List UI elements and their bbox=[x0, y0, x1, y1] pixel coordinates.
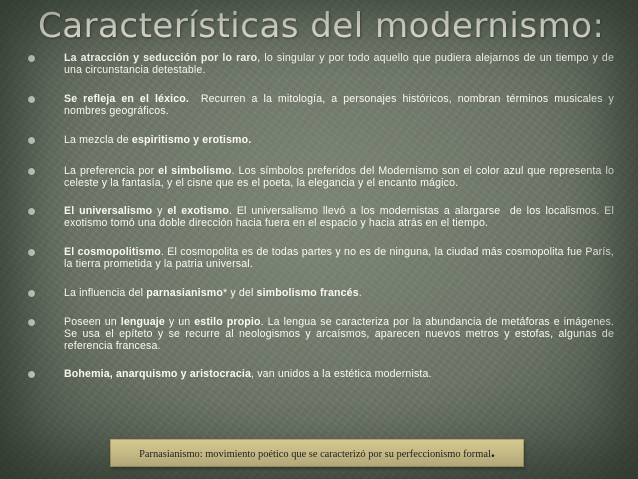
slide-title: Características del modernismo: bbox=[38, 6, 605, 46]
footnote-body: Parnasianismo: movimiento poético que se caracterizó por su perfeccionismo formal bbox=[139, 449, 491, 460]
item-text: y bbox=[152, 205, 168, 217]
bullet-item bbox=[28, 134, 614, 146]
bullet-item bbox=[28, 368, 614, 380]
item-text: La mezcla de bbox=[64, 134, 132, 146]
bullet-item bbox=[28, 165, 614, 189]
bullet-item bbox=[28, 52, 614, 76]
footnote-box bbox=[110, 439, 524, 467]
item-text: La preferencia por bbox=[64, 165, 159, 177]
bullet-item bbox=[28, 246, 614, 270]
item-bold: el simbolismo bbox=[158, 165, 232, 177]
bullet-item bbox=[28, 316, 614, 352]
item-text: . El cosmopolita es de todas partes y no es de ninguna, la ciudad más cosmopolita fue París, la tierra prometida y la patria universal. bbox=[64, 246, 614, 270]
item-bold: el exotismo bbox=[167, 205, 229, 217]
bullet-item bbox=[28, 287, 614, 299]
item-text: y un bbox=[164, 316, 195, 328]
bullet-item bbox=[28, 93, 618, 117]
footnote-text bbox=[139, 444, 495, 462]
item-bold: parnasianismo bbox=[146, 287, 223, 299]
item-text: Recurren a la mitología, a personajes históricos, nombran términos musicales y nombres geográficos. bbox=[64, 93, 618, 117]
item-bold: La atracción y seducción por lo raro bbox=[64, 52, 258, 64]
bullet-dot-icon bbox=[28, 290, 35, 297]
item-bold: espiritismo y erotismo. bbox=[131, 134, 252, 146]
footnote-period: . bbox=[490, 444, 495, 461]
bullet-item bbox=[28, 205, 618, 229]
item-text: , lo singular y por todo aquello que pudiera alejarnos de un tiempo y de una circunstancia detestable. bbox=[64, 52, 614, 76]
item-bold: El universalismo bbox=[64, 205, 153, 217]
item-bold: El cosmopolitismo bbox=[64, 246, 161, 258]
item-text: , van unidos a la estética modernista. bbox=[251, 368, 432, 380]
item-text: . Los símbolos preferidos del Modernismo son el color azul que representa lo celeste y la fantasía, y el cisne que es el poeta, la elegancia y el encanto mágico. bbox=[64, 165, 614, 189]
item-bold: Bohemia, anarquismo y aristocracia bbox=[64, 368, 252, 380]
item-bold: simbolismo francés bbox=[256, 287, 359, 299]
item-text: La influencia del bbox=[64, 287, 147, 299]
bullet-dot-icon bbox=[28, 96, 35, 103]
bullet-dot-icon bbox=[28, 319, 35, 326]
item-bold: estilo propio bbox=[194, 316, 261, 328]
bullet-dot-icon bbox=[28, 137, 35, 144]
bullet-dot-icon bbox=[28, 55, 35, 62]
bullet-dot-icon bbox=[28, 249, 35, 256]
item-bold: Se refleja en el léxico. bbox=[64, 93, 189, 105]
item-bold: lenguaje bbox=[120, 316, 165, 328]
bullet-dot-icon bbox=[28, 208, 35, 215]
item-text: . El universalismo llevó a los modernistas a alargarse de los localismos. El exotismo tomó una doble dirección hacia fuera en el espacio y hacia atrás en el tiempo. bbox=[64, 205, 618, 229]
item-text: * y del bbox=[222, 287, 257, 299]
bullet-list bbox=[28, 52, 618, 380]
item-text: . bbox=[358, 287, 362, 299]
bullet-dot-icon bbox=[28, 168, 35, 175]
item-text: . La lengua se caracteriza por la abundancia de metáforas e imágenes. Se usa el epíteto y se recurre al neologismos y arcaísmos, aparecen nuevos metros y estofas, algunas de referencia francesa. bbox=[64, 316, 614, 352]
bullet-dot-icon bbox=[28, 371, 35, 378]
item-text: Poseen un bbox=[64, 316, 121, 328]
